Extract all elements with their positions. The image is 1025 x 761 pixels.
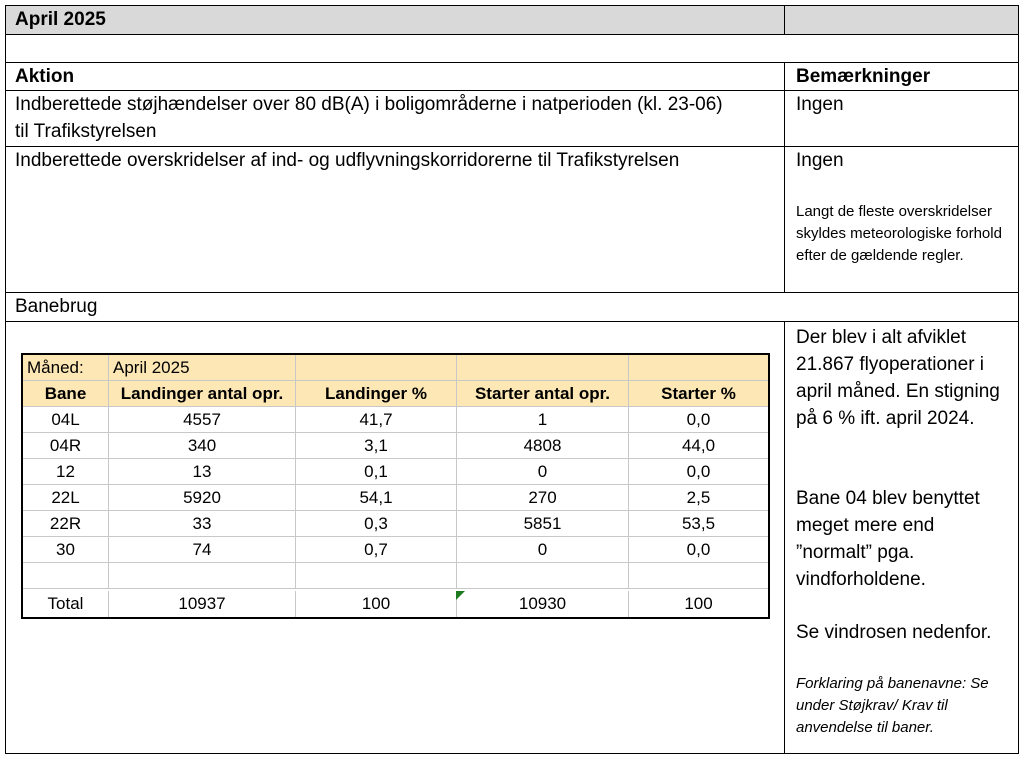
table-cell: 04R: [23, 433, 109, 459]
action-text: Indberettede støjhændelser over 80 dB(A) i boligområderne i natperioden (kl. 23-06): [15, 94, 723, 115]
table-cell: 0,7: [296, 537, 457, 563]
table-cell: 30: [23, 537, 109, 563]
remark-paragraph: Se vindrosen nedenfor.: [796, 622, 992, 643]
divider: [5, 146, 1019, 147]
table-cell: 53,5: [629, 511, 768, 537]
table-cell: 2,5: [629, 485, 768, 511]
table-header-row: [23, 381, 768, 407]
table-cell: [296, 355, 457, 381]
remark-text: Ingen: [796, 94, 844, 115]
table-cell: 5920: [109, 485, 296, 511]
column-header: Bane: [23, 381, 109, 407]
action-text: Indberettede overskridelser af ind- og udflyvningskorridorerne til Trafikstyrelsen: [15, 150, 680, 171]
table-cell: 100: [296, 591, 457, 617]
table-cell: [296, 563, 457, 589]
table-cell: 0,0: [629, 407, 768, 433]
table-row: [23, 355, 768, 381]
table-cell: [629, 355, 768, 381]
divider: [5, 34, 1019, 35]
column-header: Starter %: [629, 381, 768, 407]
divider: [5, 5, 1019, 6]
divider: [5, 292, 1019, 293]
table-total-row: [23, 591, 768, 617]
table-cell: 54,1: [296, 485, 457, 511]
table-row: [23, 459, 768, 485]
table-cell: [457, 355, 629, 381]
table-cell: 13: [109, 459, 296, 485]
month-label: Måned:: [23, 355, 109, 381]
header-row: [5, 6, 1019, 34]
table-cell: [457, 563, 629, 589]
table-cell: 0: [457, 459, 629, 485]
remark-paragraph: Der blev i alt afviklet 21.867 flyoperationer i april måned. En stigning på 6 % ift. april 2024.: [796, 327, 1000, 429]
remark-note: Langt de fleste overskridelser skyldes meteorologiske forhold efter de gældende regler.: [796, 203, 1002, 264]
table-cell: 44,0: [629, 433, 768, 459]
column-header-remarks: Bemærkninger: [796, 66, 931, 87]
divider: [5, 90, 1019, 91]
table-cell: [23, 563, 109, 589]
column-header: Landinger antal opr.: [109, 381, 296, 407]
table-cell: Total: [23, 591, 109, 617]
month-value: April 2025: [109, 355, 296, 381]
remark-text: Ingen: [796, 150, 844, 171]
section-title: Banebrug: [15, 296, 98, 317]
table-row: [23, 485, 768, 511]
table-cell: 4808: [457, 433, 629, 459]
table-cell: 0,3: [296, 511, 457, 537]
divider: [5, 5, 6, 754]
divider: [5, 321, 1019, 322]
table-cell: 3,1: [296, 433, 457, 459]
divider: [5, 62, 1019, 63]
remark-paragraph: Bane 04 blev benyttet meget mere end ”normalt” pga. vindforholdene.: [796, 488, 980, 590]
table-cell: 22R: [23, 511, 109, 537]
table-cell: 340: [109, 433, 296, 459]
column-header: Starter antal opr.: [457, 381, 629, 407]
table-cell: 5851: [457, 511, 629, 537]
table-cell: 0,0: [629, 459, 768, 485]
column-header-action: Aktion: [15, 66, 75, 87]
table-row: [23, 433, 768, 459]
divider: [784, 321, 785, 754]
table-cell: 270: [457, 485, 629, 511]
remark-note: Forklaring på banenavne: Se under Støjkrav/ Krav til anvendelse til baner.: [796, 675, 989, 736]
cell-flag-marker: [456, 591, 465, 600]
table-cell: 04L: [23, 407, 109, 433]
table-cell: 12: [23, 459, 109, 485]
table-cell: 0,0: [629, 537, 768, 563]
divider: [1018, 5, 1019, 754]
table-cell: [109, 563, 296, 589]
page-title: April 2025: [15, 9, 106, 30]
action-text: til Trafikstyrelsen: [15, 121, 157, 142]
table-cell: 1: [457, 407, 629, 433]
table-cell: 0,1: [296, 459, 457, 485]
table-cell: 41,7: [296, 407, 457, 433]
table-cell: 4557: [109, 407, 296, 433]
table-cell: 100: [684, 594, 713, 613]
table-row: [23, 563, 768, 589]
divider: [5, 753, 1019, 754]
table-cell: 74: [109, 537, 296, 563]
table-cell: 10930: [457, 591, 629, 617]
table-cell: 33: [109, 511, 296, 537]
table-cell: 0: [457, 537, 629, 563]
divider: [784, 5, 785, 35]
table-row: [23, 407, 768, 433]
table-row: [23, 511, 768, 537]
table-row: [23, 537, 768, 563]
table-cell: 22L: [23, 485, 109, 511]
column-header: Landinger %: [296, 381, 457, 407]
runway-table: [21, 353, 770, 619]
table-cell: [629, 563, 768, 589]
table-cell: 10937: [109, 591, 296, 617]
divider: [784, 62, 785, 293]
